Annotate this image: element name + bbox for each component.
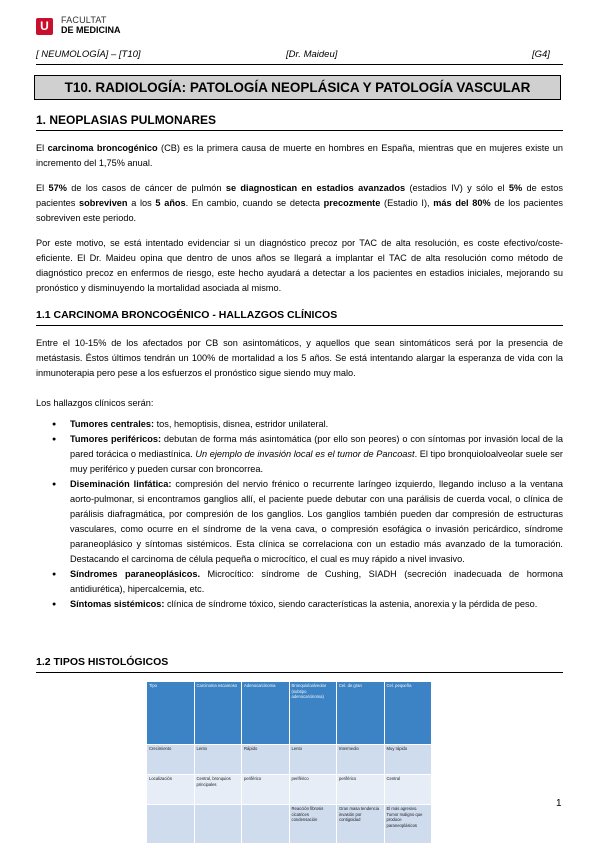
section-title-neoplasias: 1. NEOPLASIAS PULMONARES <box>36 113 217 127</box>
table-header-cell: Adenocarcinoma <box>242 682 290 745</box>
list-item: ● Tumores centrales: tos, hemoptisis, disnea, estridor unilateral. <box>36 417 563 432</box>
section-divider <box>36 130 563 131</box>
header-group: [G4] <box>532 49 550 60</box>
table-cell: periférico <box>242 775 290 805</box>
table-header-row <box>147 682 432 745</box>
document-title: T10. RADIOLOGÍA: PATOLOGÍA NEOPLÁSICA Y PATOLOGÍA VASCULAR <box>34 75 561 100</box>
table-cell <box>194 805 242 844</box>
table-row <box>147 775 432 805</box>
table-cell: Localización <box>147 775 195 805</box>
section-title-hallazgos: 1.1 CARCINOMA BRONCOGÉNICO - HALLAZGOS CLÍNICOS <box>36 309 338 321</box>
section-title-tipos-histologicos: 1.2 TIPOS HISTOLÓGICOS <box>36 656 169 668</box>
table-row <box>147 805 432 844</box>
table-header-cell: Cel. de gran <box>337 682 385 745</box>
header-professor: [Dr. Maideu] <box>286 49 338 60</box>
table-header-cell: Cel. pequeña <box>384 682 432 745</box>
table-header-cell: Bronquioloalveolar (subtipo adenocarcinoma) <box>289 682 337 745</box>
logo-line-1: FACULTAT <box>61 15 107 25</box>
list-item: ● Tumores periféricos: debutan de forma más asintomática (por ello son peores) o con síntomas por invasión local de la pared torácica o mediastínica. Un ejemplo de invasión local es el tumor de Pancoast. El tipo bronquioloalveolar suele ser muy periférico y pueden cursar con broncorrea. <box>36 432 563 477</box>
table-cell: periférico <box>289 775 337 805</box>
clinical-findings-list <box>36 417 563 612</box>
logo-text <box>61 15 121 35</box>
table-cell: Central, bronquios principales <box>194 775 242 805</box>
paragraph-statistics: El 57% de los casos de cáncer de pulmón se diagnostican en estadios avanzados (estadios IV) y sólo el 5% de estos pacientes sobreviven a los 5 años. En cambio, cuando se detecta precozmente (Estadio I), más del 80% de los pacientes sobreviven este periodo. <box>36 183 563 223</box>
paragraph-asymptomatic: Entre el 10-15% de los afectados por CB son asintomáticos, y aquellos que sean sintomáticos será por la presencia de metástasis. Éstos últimos tendrán un 100% de mortalidad a los 5 años. Se está intentando alargar la esperanza de vida con la inmunoterapia pero pese a los esfuerzos el pronóstico sigue siendo muy malo. <box>36 338 563 378</box>
page-number: 1 <box>556 798 562 809</box>
list-item: ● Diseminación linfática: compresión del nervio frénico o recurrente laríngeo izquierdo, llegando incluso a la ventana aorto-pulmonar, si encontramos ganglios allí, el paciente puede debutar con una parálisis de cuerda vocal, o clínica de parálisis diafragmática, por compresión de los ganglios. Los ganglios también pueden dar compresión de estructuras vasculares, como ocurre en el síndrome de la vena cava, o compresión esofágica o invasión pericárdico, síndrome paraneoplásico y síntomas sistémicos. Esta clínica se correlaciona con un estadio más avanzado de la tumoración. Destacando el carcinoma de célula pequeña o microcítico, el cual es muy rápido a nivel invasivo. <box>36 477 563 567</box>
header-subject: [ NEUMOLOGÍA] – [T10] <box>36 49 141 60</box>
table-header-cell: Tipo <box>147 682 195 745</box>
section-divider <box>36 325 563 326</box>
table-cell: El más agresivo. Tumor maligno que produce paraneoplásicos <box>384 805 432 844</box>
table-cell: Lento <box>194 745 242 775</box>
table-cell: Gran masa tendencia invasión por contigüidad <box>337 805 385 844</box>
paragraph-intro: El carcinoma broncogénico (CB) es la primera causa de muerte en hombres en España, mientras que en mujeres existe un incremento del 1,75% anual. <box>36 143 563 168</box>
table-cell: Central <box>384 775 432 805</box>
list-item: ● Síndromes paraneoplásicos. Microcítico: síndrome de Cushing, SIADH (secreción inadecuada de hormona antidiurética), hipercalcemia, etc. <box>36 567 563 597</box>
table-cell: Rápido <box>242 745 290 775</box>
header-divider <box>36 64 563 65</box>
section-divider <box>36 672 563 673</box>
table-cell: Crecimiento <box>147 745 195 775</box>
histology-table <box>146 681 432 844</box>
university-logo-icon: U <box>36 18 53 35</box>
faculty-logo <box>36 15 121 35</box>
table-cell <box>242 805 290 844</box>
table-row <box>147 745 432 775</box>
table-cell: Muy rápido <box>384 745 432 775</box>
logo-line-2: DE MEDICINA <box>61 25 121 35</box>
table-cell: Lento <box>289 745 337 775</box>
table-cell: periférico <box>337 775 385 805</box>
list-item: ● Síntomas sistémicos: clínica de síndrome tóxico, siendo características la astenia, anorexia y la pérdida de peso. <box>36 597 563 612</box>
paragraph-diagnosis: Por este motivo, se está intentado evidenciar si un diagnóstico precoz por TAC de alta resolución, es coste efectivo/coste-eficiente. El Dr. Maideu opina que dentro de unos años se llegará a implantar el TAC de alta resolución como método de diagnóstico precoz en enfermos de riesgo, este hecho ayudará a detectar a los pacientes en estadios iniciales, mejorando su pronóstico y disminuyendo la mortalidad asociada al mismo. <box>36 238 563 293</box>
table-cell <box>147 805 195 844</box>
paragraph-findings-intro: Los hallazgos clínicos serán: <box>36 398 154 408</box>
table-cell: Intermedio <box>337 745 385 775</box>
table-header-cell: Carcinoma escamoso <box>194 682 242 745</box>
table-cell: Reacción fibrosis cicatrices condensación <box>289 805 337 844</box>
